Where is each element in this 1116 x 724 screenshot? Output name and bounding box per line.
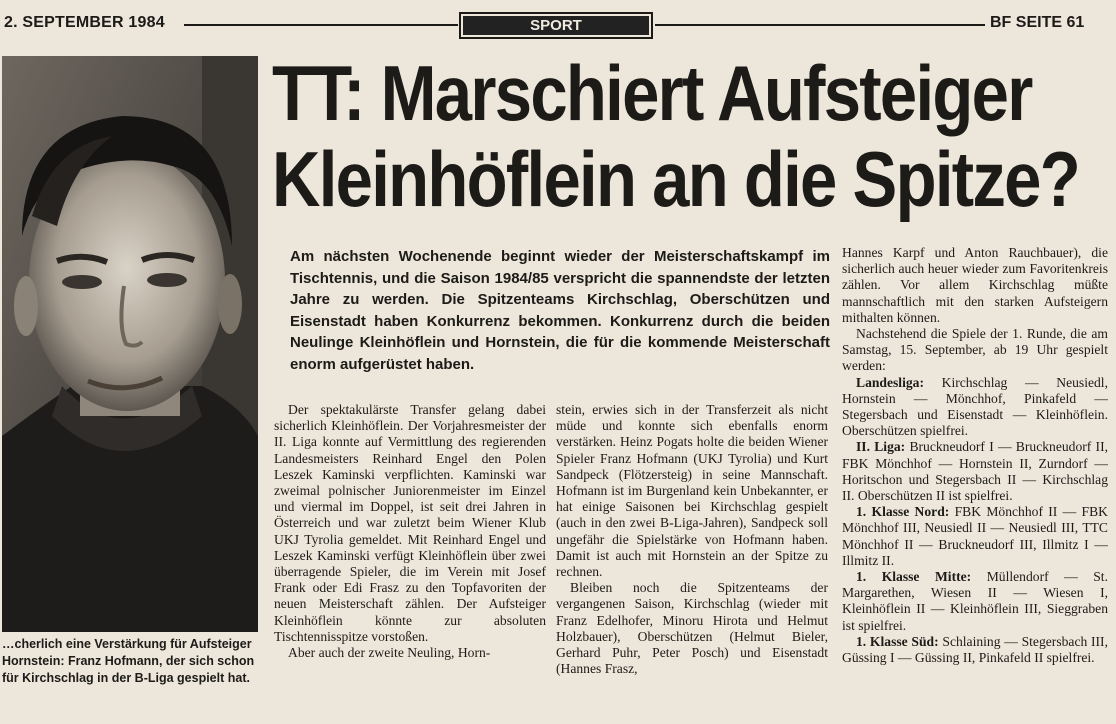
headline-line-2: Kleinhöflein an die Spitze? (272, 135, 1080, 223)
article-column-2 (556, 402, 828, 677)
issue-date: 2. SEPTEMBER 1984 (4, 14, 165, 31)
fixtures-text: Schlaining — Stegersbach III, Güssing I — Güssing II, Pinkafeld II spielfrei. (842, 633, 1108, 666)
league-label: 1. Klasse Mitte: (856, 569, 972, 585)
player-photo (2, 56, 258, 632)
paragraph: Nachstehend die Spiele der 1. Runde, die am Samstag, 15. September, ab 19 Uhr gespielt werden: (842, 326, 1108, 374)
league-label: 1. Klasse Nord: (856, 504, 950, 520)
fixtures-liga-2 (842, 439, 1108, 504)
article-column-1 (274, 402, 546, 661)
fixtures-klasse-sued (842, 634, 1108, 666)
league-label: Landesliga: (856, 374, 924, 390)
paragraph: Bleiben noch die Spitzenteams der vergangenen Saison, Kirchschlag (wieder mit Franz Edelhofer, Minoru Hirota und Helmut Holzbauer), Oberschützen (Helmut Bieler, Gerhard Puhr, Peter Posch) und Eisenstadt (Hannes Frasz, (556, 580, 828, 677)
photo-caption: …cherlich eine Verstärkung für Aufsteiger Hornstein: Franz Hofmann, der sich schon für Kirchschlag in der B-Liga gespielt hat. (2, 637, 255, 685)
fixtures-text: FBK Mönchhof II — FBK Mönchhof III, Neusiedl II — Neusiedl III, TTC Mönchhof II — Bruckneudorf III, Illmitz I — Illmitz II. (842, 504, 1108, 568)
lead-paragraph: Am nächsten Wochenende beginnt wieder der Meisterschaftskampf im Tischtennis, und die Saison 1984/85 verspricht die spannendste der letzten Jahre zu werden. Die Spitzenteams Kirchschlag, Oberschützen und Eisenstadt haben Konkurrenz bekommen. Konkurrenz durch die beiden Neulinge Kleinhöflein und Hornstein, die für die kommende Meisterschaft enorm aufgerüstet haben. (290, 248, 830, 373)
header-rule-right (655, 24, 985, 26)
section-label: SPORT (463, 16, 649, 35)
paragraph: stein, erwies sich in der Transferzeit als nicht müde und konnte sich ebenfalls enorm verstärken. Heinz Pogats holte die beiden Wiener Spieler Franz Hofmann (UKJ Tyrolia) und Kurt Sandpeck (Flötzersteig) in seine Mannschaft. Hofmann ist im Burgenland kein Unbekannter, er hat einige Saisonen bei Kirchschlag gespielt (auch in den zwei B-Liga-Jahren), Sandpeck soll ungefähr die Spielstärke von Hofmann haben. Damit ist auch mit Hornstein an der Spitze zu rechnen. (556, 402, 828, 580)
fixtures-text: Kirchschlag — Neusiedl, Hornstein — Mönchhof, Pinkafeld — Stegersbach und Eisenstadt — Kleinhöflein. Oberschützen spielfrei. (842, 374, 1108, 439)
league-label: II. Liga: (856, 439, 906, 455)
fixtures-landesliga (842, 375, 1108, 440)
paragraph: Der spektakulärste Transfer gelang dabei sicherlich Kleinhöflein. Der Vorjahresmeister der II. Liga konnte auf Vermittlung des regierenden Landesmeisters Reinhard Engel den Polen Leszek Kaminski verpflichten. Kaminski war zweimal polnischer Juniorenmeister im Einzel und viermal im Doppel, ist seit drei Jahren in Österreich und war zuletzt beim Wiener Klub UKJ Tyrolia gemeldet. Mit Reinhard Engel und Leszek Kaminski verfügt Kleinhöflein über zwei überragende Spieler, die im Verein mit Josef Frank oder Edi Frasz zu den Topfavoriten der neuen Meisterschaft zählen. Der Aufsteiger Kleinhöflein könnte zur absoluten Tischtennisspitze vorstoßen. (274, 402, 546, 644)
article-column-3 (842, 245, 1108, 666)
fixtures-text: Müllendorf — St. Margarethen, Wiesen II — Wiesen I, Kleinhöflein II — Kleinhöflein III, Sieggraben ist spielfrei. (842, 569, 1108, 633)
fixtures-text: Bruckneudorf I — Bruckneudorf II, FBK Mönchhof — Hornstein II, Zurndorf — Horitschon und Stegersbach II — Kirchschlag II. Oberschützen II ist spielfrei. (842, 439, 1109, 504)
headline (272, 49, 1080, 223)
fixtures-klasse-nord (842, 504, 1108, 569)
header-rule-left (184, 24, 458, 26)
paragraph: Aber auch der zweite Neuling, Horn- (288, 645, 491, 661)
page-number: BF SEITE 61 (990, 14, 1085, 31)
section-box (459, 12, 653, 39)
league-label: 1. Klasse Süd: (856, 633, 939, 649)
headline-line-1: TT: Marschiert Aufsteiger (272, 49, 1032, 137)
fixtures-klasse-mitte (842, 569, 1108, 634)
paragraph: Hannes Karpf und Anton Rauchbauer), die sicherlich auch heuer wieder zum Favoritenkreis zählen. Vor allem Kirchschlag müßte mannschaftlich mit den starken Aufsteigern mithalten können. (842, 245, 1108, 325)
page-header (0, 12, 1116, 40)
